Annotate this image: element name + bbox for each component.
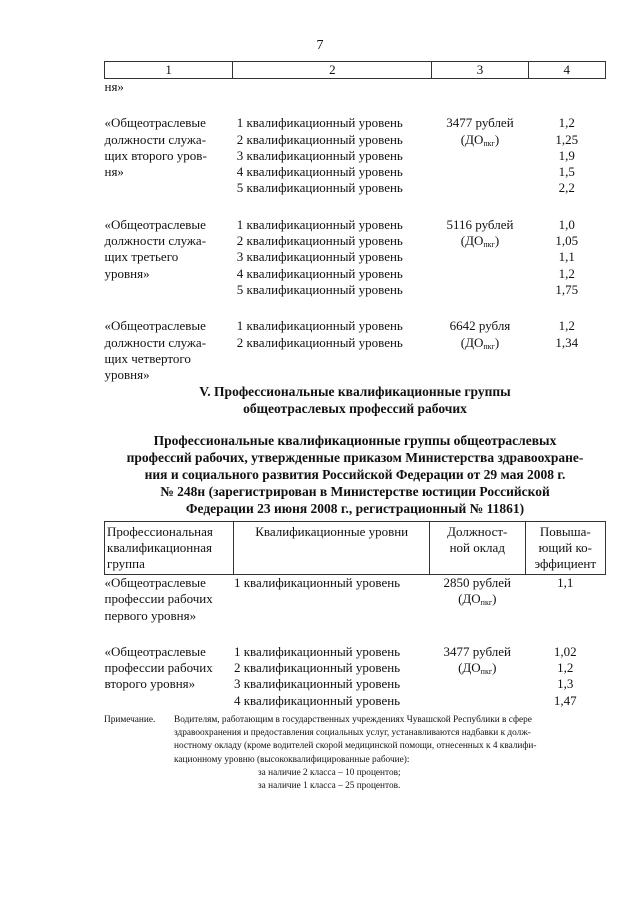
- coefficients: 1,02 1,2 1,3 1,47: [553, 643, 577, 708]
- table-header-row: [105, 522, 606, 575]
- qualification-levels: 1 квалификационный уровень 2 квалификационный уровень 3 квалификационный уровень 4 квалификационный уровень 5 квалификационный уровень: [236, 216, 403, 297]
- base-salary: 3477 рублей $(ДО_{пкг})$: [446, 115, 514, 148]
- base-salary: 3477 рублей $(ДО_{пкг})$: [443, 643, 511, 677]
- qualification-levels: 1 квалификационный уровень 2 квалификационный уровень 3 квалификационный уровень 4 квалификационный уровень 5 квалификационный уровень: [236, 115, 403, 196]
- table-row: [105, 575, 606, 624]
- page-number: 7: [316, 38, 324, 53]
- table-row: [105, 624, 606, 709]
- group-name: «Общеотраслевые должности служа- щих четвертого уровня»: [104, 318, 207, 383]
- column-number-4: 4: [528, 62, 605, 79]
- workers-salary-table: [104, 521, 606, 709]
- table-row: [105, 197, 606, 298]
- note-label: Примечание.: [104, 715, 156, 725]
- qualification-levels: 1 квалификационный уровень 2 квалификационный уровень: [236, 318, 403, 350]
- note-item: за наличие 1 класса – 25 процентов.: [258, 781, 401, 792]
- header-coefficient: Повыша- ющий ко- эффициент: [525, 522, 605, 575]
- coefficients: 1,0 1,05 1,1 1,2 1,75: [555, 216, 579, 297]
- note-text: Водителям, работающим в государственных учреждениях Чувашской Республики в сфере здравоохранения и предоставления социальных услуг, устанавливаются надбавки к долж- ностному окладу (кроме водителей скорой медицинской помощи, отнесенных к 4 квалифи- кационному уровню (высококвалифицированные рабочие): за наличие 2 класса – 10 процентов; за наличие 1 класса – 25 процентов.: [174, 714, 604, 793]
- coefficients: 1,2 1,25 1,9 1,5 2,2: [555, 115, 579, 196]
- continuation-row: [105, 79, 606, 96]
- table-row: [105, 298, 606, 383]
- column-number-2: 2: [233, 62, 432, 79]
- base-salary: 6642 рубля $(ДО_{пкг})$: [449, 318, 511, 351]
- section-heading: V. Профессиональные квалификационные группы общеотраслевых профессий рабочих: [199, 384, 511, 416]
- table-row: [105, 95, 606, 196]
- qualification-levels: 1 квалификационный уровень: [233, 575, 401, 590]
- header-salary: Должност- ной оклад: [429, 522, 525, 575]
- qualification-levels: 1 квалификационный уровень 2 квалификационный уровень 3 квалификационный уровень 4 квалификационный уровень: [233, 643, 401, 708]
- column-number-3: 3: [432, 62, 528, 79]
- header-levels: Квалификационные уровни: [234, 522, 429, 575]
- header-group: Профессиональная квалификационная группа: [105, 522, 234, 575]
- column-number-1: 1: [105, 62, 233, 79]
- continuation-text: ня»: [104, 79, 124, 94]
- base-salary: 5116 рублей $(ДО_{пкг})$: [446, 216, 514, 250]
- base-salary: 2850 рублей $(ДО_{пкг})$: [443, 575, 511, 608]
- table-header-row: [105, 62, 606, 79]
- order-subheading: Профессиональные квалификационные группы общеотраслевых профессий рабочих, утвержденные приказом Министерства здравоохране- ния и социального развития Российской Федерации от 29 мая 2008 г. № 248н (зарегистрирован в Министерстве юстиции Российской Федерации 23 июня 2008 г., регистрационный № 11861): [126, 433, 584, 516]
- group-name: «Общеотраслевые профессии рабочих первого уровня»: [104, 575, 213, 623]
- note-item: за наличие 2 класса – 10 процентов;: [258, 767, 401, 778]
- footnote: [104, 714, 604, 793]
- group-name: «Общеотраслевые должности служа- щих третьего уровня»: [104, 216, 207, 281]
- group-name: «Общеотраслевые профессии рабочих второго уровня»: [104, 643, 213, 692]
- coefficients: 1,2 1,34: [555, 318, 579, 350]
- salary-table-continued: [104, 61, 606, 383]
- coefficients: 1,1: [557, 575, 574, 590]
- group-name: «Общеотраслевые должности служа- щих второго уров- ня»: [104, 115, 207, 180]
